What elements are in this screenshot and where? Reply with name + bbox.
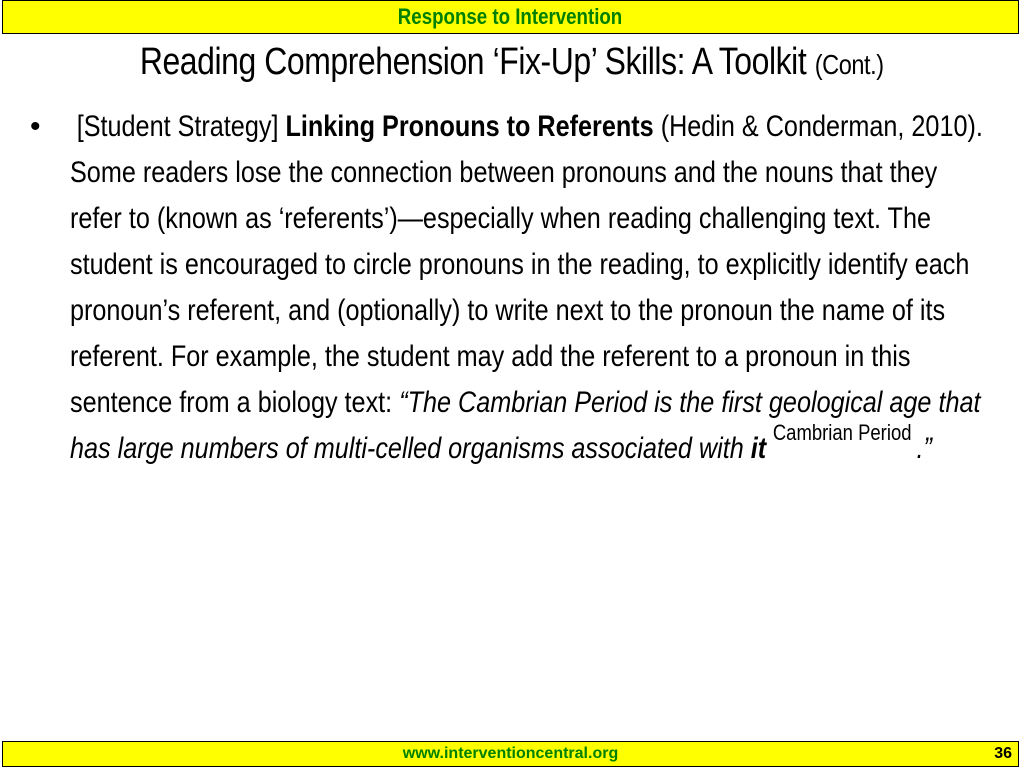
header-title: Response to Intervention	[398, 4, 623, 29]
header-banner	[2, 0, 1019, 34]
slide-body	[30, 104, 1020, 474]
bullet-marker: •	[30, 110, 41, 143]
example-quote-end: .”	[916, 432, 932, 465]
slide-title	[0, 40, 1024, 87]
bullet-paragraph	[70, 104, 994, 474]
slide-title-main: Reading Comprehension ‘Fix-Up’ Skills: A Toolkit	[140, 41, 807, 83]
page-number: 36	[994, 745, 1012, 762]
example-pronoun: it	[750, 432, 767, 465]
example-referent: Cambrian Period	[772, 420, 912, 445]
strategy-name: Linking Pronouns to Referents	[285, 110, 654, 143]
slide-title-cont: (Cont.)	[814, 49, 884, 80]
strategy-tag: [Student Strategy]	[76, 110, 279, 143]
footer-url: www.interventioncentral.org	[402, 745, 619, 762]
bullet-item	[30, 104, 1020, 474]
footer-bar	[2, 741, 1019, 767]
example-quote: “The Cambrian Period is the first geological age that has large numbers of multi-celled organisms associated with	[70, 386, 981, 465]
strategy-description: (Hedin & Conderman, 2010). Some readers lose the connection between pronouns and the nouns that they refer to (known as ‘referents’)—especially when reading challenging text. The student is encouraged to circle pronouns in the reading, to explicitly identify each pronoun’s referent, and (optionally) to write next to the pronoun the name of its referent. For example, the student may add the referent to a pronoun in this sentence from a biology text:	[70, 110, 983, 419]
